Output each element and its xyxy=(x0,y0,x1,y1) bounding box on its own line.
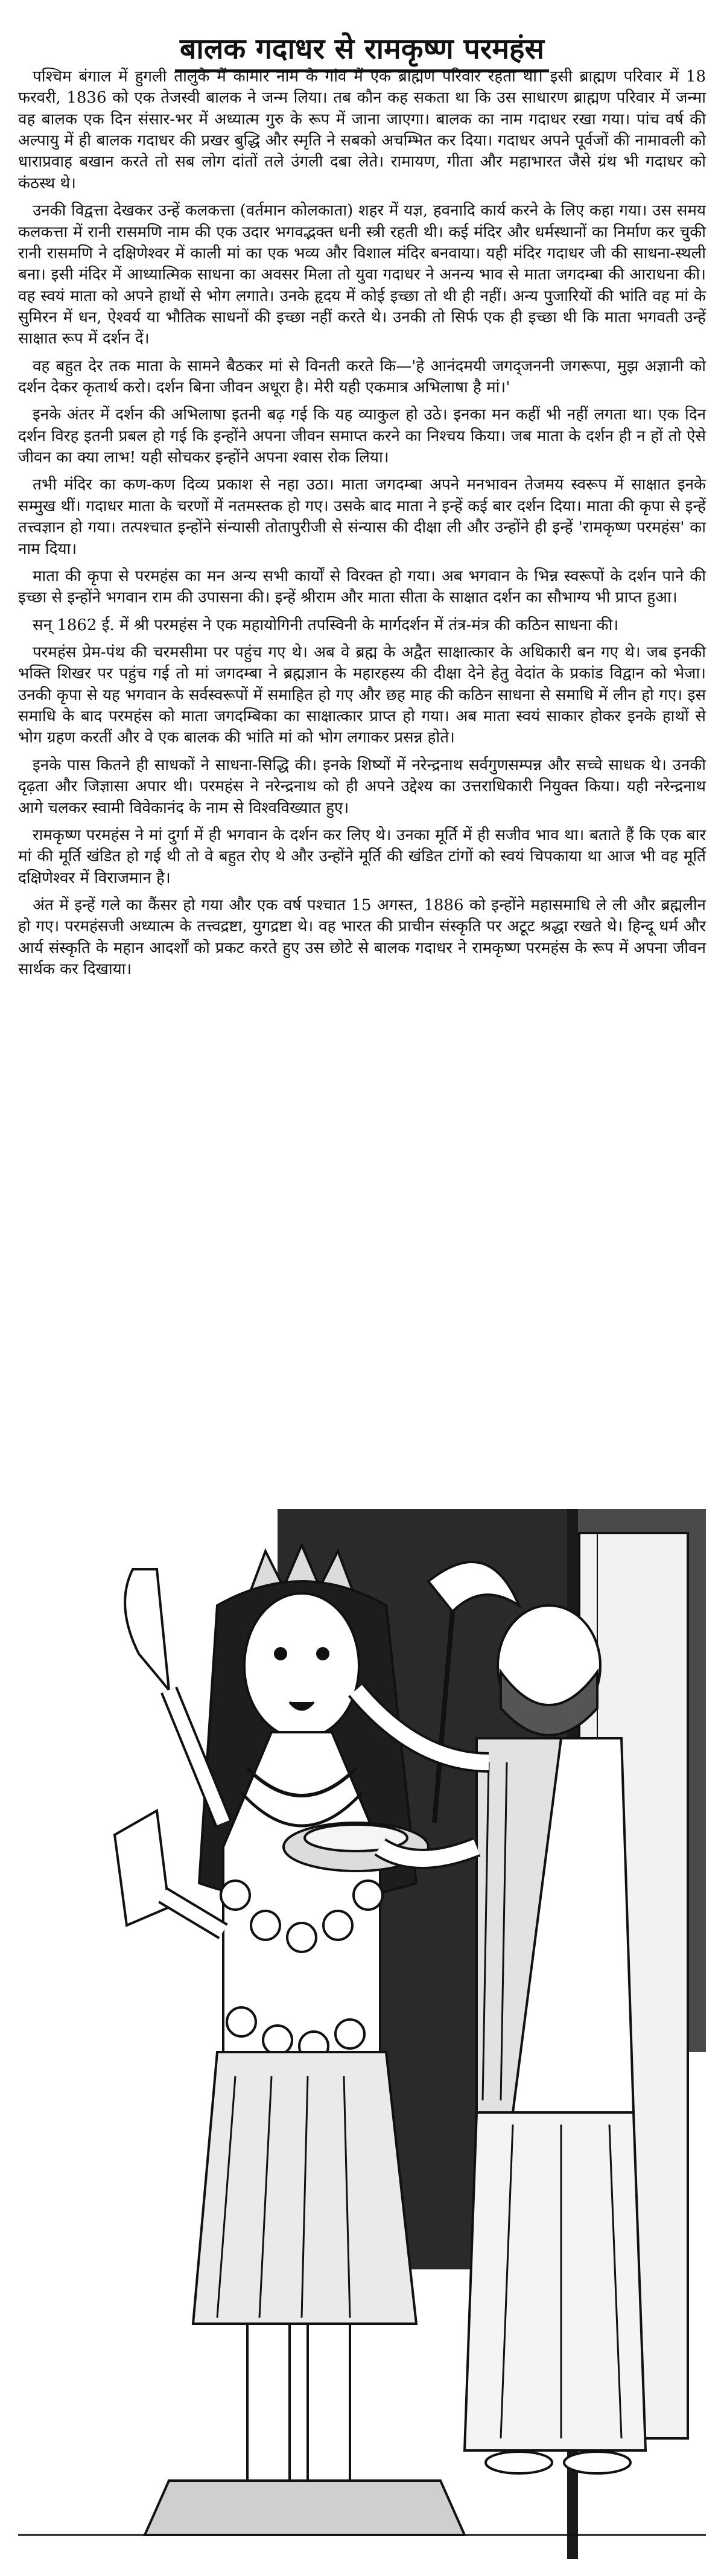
paragraph-8: परमहंस प्रेम-पंथ की चरमसीमा पर पहुंच गए थे। अब वे ब्रह्म के अद्वैत साक्षात्कार के अधिकारी बन गए थे। जब इनकी भक्ति शिखर पर पहुंच गई तो मां जगदम्बा ने ब्रह्मज्ञान के महारहस्य की दीक्षा देने हेतु वेदांत के प्रकांड विद्वान को भेजा। उनकी कृपा से यह भगवान के सर्वस्वरूपों में समाहित हो गए और छह माह की कठिन साधना से समाधि में लीन हो गए। इस समाधि के बाद परमहंस को माता जगदम्बिका का साक्षात्कार प्राप्त हो गया। अब माता स्वयं साकार होकर इनके हाथों से भोग ग्रहण करतीं और वे एक बालक की भांति मां को भोग लगाकर प्रसन्न होते। xyxy=(18,643,706,747)
paragraph-7: सन् 1862 ई. में श्री परमहंस ने एक महायोगिनी तपस्विनी के मार्गदर्शन में तंत्र-मंत्र की कठिन साधना की। xyxy=(33,616,619,634)
paragraph-4: इनके अंतर में दर्शन की अभिलाषा इतनी बढ़ गई कि यह व्याकुल हो उठे। इनका मन कहीं भी नहीं लगता था। एक दिन दर्शन विरह इतनी प्रबल हो गई कि इन्होंने अपना जीवन समाप्त करने का निश्चय किया। जब माता के दर्शन ही न हों तो ऐसे जीवन का क्या लाभ! यही सोचकर इन्होंने अपना श्वास रोक लिया। xyxy=(18,406,706,467)
paragraph-10: रामकृष्ण परमहंस ने मां दुर्गा में ही भगवान के दर्शन कर लिए थे। उनका मूर्ति में ही सजीव भाव था। बताते हैं कि एक बार मां की मूर्ति खंडित हो गई थी तो वे बहुत रोए थे और उन्होंने मूर्ति की खंडित टांगों को स्वयं चिपकाया था आज भी वह मूर्ति दक्षिणेश्वर में विराजमान है। xyxy=(18,826,706,887)
paragraph-2: उनकी विद्वत्ता देखकर उन्हें कलकत्ता (वर्तमान कोलकाता) शहर में यज्ञ, हवनादि कार्य करने के लिए कहा गया। उस समय कलकत्ता में रानी रासमणि नाम की एक उदार भगवद्भक्त धनी स्त्री रहती थी। कई मंदिर और धर्मस्थानों का निर्माण कर चुकी रानी रासमणि ने दक्षिणेश्वर में काली मां का एक भव्य और विशाल मंदिर बनवाया। यही मंदिर गदाधर जी की साधना-स्थली बना। इसी मंदिर में आध्यात्मिक साधना का अवसर मिला तो युवा गदाधर ने अनन्य भाव से माता जगदम्बा की आराधना की। वह स्वयं माता को अपने हाथों से भोग लगाते। उनके हृदय में कोई इच्छा तो थी ही नहीं। अन्य पुजारियों की भांति वह मां के सुमिरन में धन, ऐश्वर्य या भौतिक साधनों की इच्छा नहीं करते थे। उनकी तो सिर्फ एक ही इच्छा थी कि माता भगवती उन्हें साक्षात रूप में दर्शन दें। xyxy=(18,202,706,348)
paragraph-3: वह बहुत देर तक माता के सामने बैठकर मां से विनती करते कि—'हे आनंदमयी जगद्जननी जगरूपा, मुझ अज्ञानी को दर्शन देकर कृतार्थ करो। दर्शन बिना जीवन अधूरा है। मेरी यही एकमात्र अभिलाषा है मां।' xyxy=(18,357,706,397)
paragraph-5: तभी मंदिर का कण-कण दिव्य प्रकाश से नहा उठा। माता जगदम्बा अपने मनभावन तेजमय स्वरूप में साक्षात इनके सम्मुख थीं। गदाधर माता के चरणों में नतमस्तक हो गए। उसके बाद माता ने इन्हें कई बार दर्शन दिया। माता की कृपा से इन्हें तत्त्वज्ञान हो गया। तत्पश्चात इन्होंने संन्यासी तोतापुरीजी से संन्यास की दीक्षा ली और उन्होंने ही इन्हें 'रामकृष्ण परमहंस' का नाम दिया। xyxy=(18,476,706,558)
paragraph-1: पश्चिम बंगाल में हुगली तालुके में कामार नाम के गांव में एक ब्राह्मण परिवार रहता था। इसी ब्राह्मण परिवार में 18 फरवरी, 1836 को एक तेजस्वी बालक ने जन्म लिया। तब कौन कह सकता था कि उस साधारण ब्राह्मण परिवार में जन्मा वह बालक एक दिन संसार-भर में अध्यात्म गुरु के रूप में जाना जाएगा। बालक का नाम गदाधर रखा गया। पांच वर्ष की अल्पायु में ही बालक गदाधर की प्रखर बुद्धि और स्मृति ने सबको अचम्भित कर दिया। गदाधर अपने पूर्वजों की नामावली को धाराप्रवाह बखान करते तो सब लोग दांतों तले उंगली दबा लेते। रामायण, गीता और महाभारत जैसे ग्रंथ भी गदाधर को कंठस्थ थे। xyxy=(18,68,706,193)
article-body xyxy=(18,66,706,986)
goddess-kali-offering-illustration-icon xyxy=(18,1509,706,2559)
illustration-figure xyxy=(18,1509,706,2559)
paragraph-9: इनके पास कितने ही साधकों ने साधना-सिद्धि की। इनके शिष्यों में नरेन्द्रनाथ सर्वगुणसम्पन्न और सच्चे साधक थे। उनकी दृढ़ता और जिज्ञासा अपार थी। परमहंस ने नरेन्द्रनाथ को ही अपने उद्देश्य का उत्तराधिकारी नियुक्त किया। यही नरेन्द्रनाथ आगे चलकर स्वामी विवेकानंद के नाम से विश्वविख्यात हुए। xyxy=(18,756,706,817)
paragraph-11: अंत में इन्हें गले का कैंसर हो गया और एक वर्ष पश्चात 15 अगस्त, 1886 को इन्होंने महासमाधि ले ली और ब्रह्मलीन हो गए। परमहंसजी अध्यात्म के तत्त्वद्रष्टा, युगद्रष्टा थे। वह भारत की प्राचीन संस्कृति पर अटूट श्रद्धा रखते थे। हिन्दू धर्म और आर्य संस्कृति के महान आदर्शों को प्रकट करते हुए उस छोटे से बालक गदाधर ने रामकृष्ण परमहंस के रूप में अपना जीवन सार्थक कर दिखाया। xyxy=(18,896,706,979)
page-title: बालक गदाधर से रामकृष्ण परमहंस xyxy=(175,33,549,72)
paragraph-6: माता की कृपा से परमहंस का मन अन्य सभी कार्यों से विरक्त हो गया। अब भगवान के भिन्न स्वरूपों के दर्शन पाने की इच्छा से इन्होंने भगवान राम की उपासना की। इन्हें श्रीराम और माता सीता के साक्षात दर्शन का सौभाग्य भी प्राप्त हुआ। xyxy=(18,567,706,607)
